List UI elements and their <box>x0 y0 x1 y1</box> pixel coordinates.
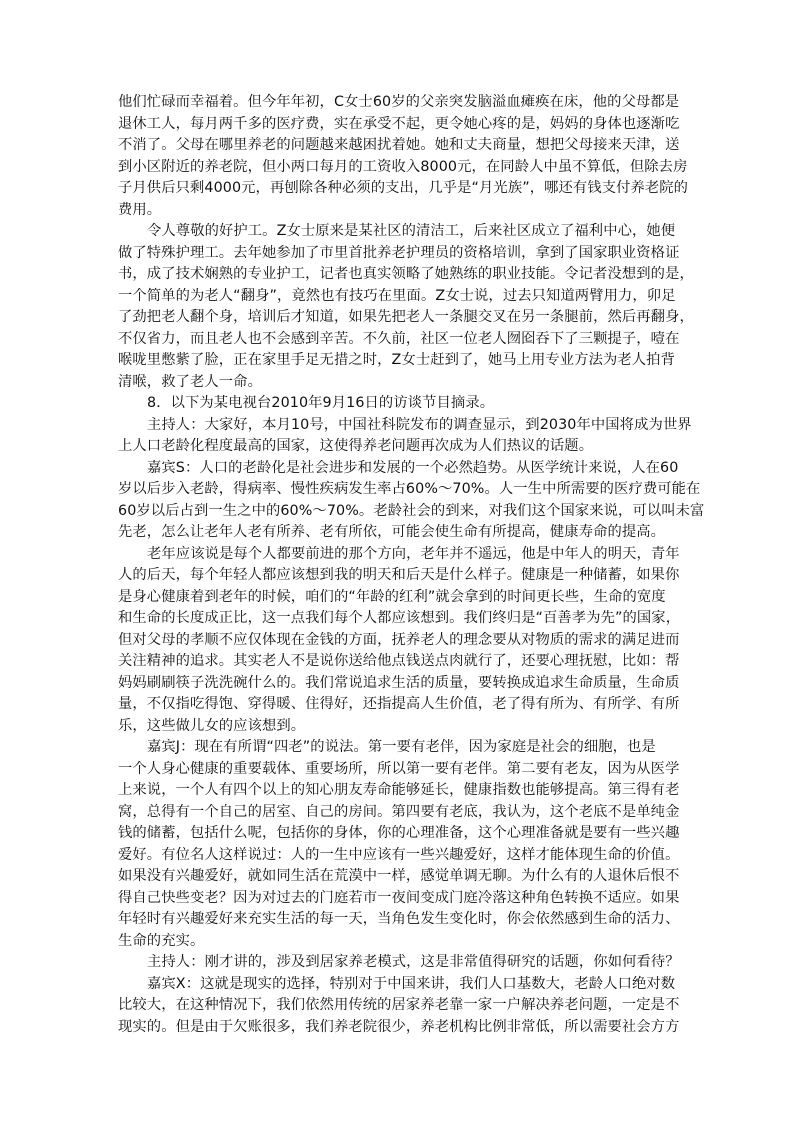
text-line: 岁以后步入老龄，得病率、慢性疾病发生率占60%～70%。人一生中所需要的医疗费可能在 <box>118 481 701 497</box>
text-line: 不消了。父母在哪里养老的问题越来越困扰着她。她和丈夫商量，想把父母接来天津，送 <box>118 137 680 153</box>
text-line: 钱的储蓄，包括什么呢，包括你的身体，你的心理准备，这个心理准备就是要有一些兴趣 <box>118 825 680 841</box>
text-line: 到小区附近的养老院，但小两口每月的工资收入8000元，在同龄人中虽不算低，但除去房 <box>118 158 688 175</box>
text-line: 但对父母的孝顺不应仅体现在金钱的方面，抚养老人的理念要从对物质的需求的满足进而 <box>118 631 680 648</box>
document-page <box>118 92 705 1038</box>
text-line: 是身心健康着到老年的时候，咱们的“年龄的红利”就会拿到的时间更长些，生命的宽度 <box>118 588 666 605</box>
text-line: 生命的充实。 <box>118 932 205 949</box>
text-line: 窝，总得有一个自己的居室、自己的房间。第四要有老底，我认为，这个老底不是单纯金 <box>118 803 680 820</box>
text-line: 嘉宾X：这就是现实的选择，特别对于中国来讲，我们人口基数大，老龄人口绝对数 <box>147 975 676 992</box>
text-line: 费用。 <box>118 201 162 218</box>
text-line: 乐，这些做儿女的应该想到。 <box>118 717 306 734</box>
text-line: 主持人：刚才讲的，涉及到居家养老模式，这是非常值得研究的话题，你如何看待？ <box>147 954 680 970</box>
text-line: 嘉宾J：现在有所谓“四老”的说法。第一要有老伴，因为家庭是社会的细胞，也是 <box>147 739 656 755</box>
text-line: 如果没有兴趣爱好，就如同生活在荒漠中一样，感觉单调无聊。为什么有的人退休后恨不 <box>118 868 680 884</box>
text-line: 人的后天，每个年轻人都应该想到我的明天和后天是什么样子。健康是一种储蓄，如果你 <box>118 567 680 583</box>
text-line: 上来说，一个人有四个以上的知心朋友寿命能够延长，健康指数也能够提高。第三得有老 <box>118 782 680 798</box>
text-line: 8．以下为某电视台2010年9月16日的访谈节目摘录。 <box>147 395 495 411</box>
text-line: 爱好。有位名人这样说过：人的一生中应该有一些兴趣爱好，这样才能体现生命的价值。 <box>118 846 680 863</box>
text-line: 60岁以后占到一生之中的60%～70%。老龄社会的到来，对我们这个国家来说，可以叫未富 <box>118 502 705 519</box>
text-line: 一个简单的为老人“翻身”，竟然也有技巧在里面。Z女士说，过去只知道两臂用力，卯足 <box>118 287 676 304</box>
text-line: 做了特殊护理工。去年她参加了市里首批养老护理员的资格培训，拿到了国家职业资格证 <box>118 244 680 261</box>
text-line: 子月供后只剩4000元，再刨除各种必须的支出，几乎是“月光族”，哪还有钱支付养老院的 <box>118 180 689 196</box>
text-line: 退休工人，每月两千多的医疗费，实在承受不起，更令她心疼的是，妈妈的身体也逐渐吃 <box>118 115 680 132</box>
text-line: 喉咙里憋紫了脸，正在家里手足无措之时，Z女士赶到了，她马上用专业方法为老人拍背 <box>118 352 675 368</box>
text-line: 上人口老龄化程度最高的国家，这使得养老问题再次成为人们热议的话题。 <box>118 438 594 454</box>
text-line: 他们忙碌而幸福着。但今年年初，C女士60岁的父亲突发脑溢血瘫痪在床，他的父母都是 <box>118 94 680 110</box>
text-line: 关注精神的追求。其实老人不是说你送给他点钱送点肉就行了，还要心理抚慰，比如：帮 <box>118 653 680 669</box>
text-line: 主持人：大家好，本月10号，中国社科院发布的调查显示，到2030年中国将成为世界 <box>147 416 692 433</box>
text-line: 现实的。但是由于欠账很多，我们养老院很少，养老机构比例非常低，所以需要社会方方 <box>118 1018 680 1035</box>
text-line: 老年应该说是每个人都要前进的那个方向，老年并不遥远，他是中年人的明天，青年 <box>147 545 680 562</box>
text-line: 书，成了技术娴熟的专业护工，记者也真实领略了她熟练的职业技能。令记者没想到的是， <box>118 266 694 282</box>
text-line: 令人尊敬的好护工。Z女士原来是某社区的清洁工，后来社区成立了福利中心，她便 <box>147 223 676 239</box>
text-line: 清喉，救了老人一命。 <box>118 373 262 390</box>
text-line: 妈妈刷刷筷子洗洗碗什么的。我们常说追求生活的质量，要转换成追求生命质量，生命质 <box>118 674 680 691</box>
text-line: 年轻时有兴趣爱好来充实生活的每一天，当角色发生变化时，你会依然感到生命的活力、 <box>118 911 680 927</box>
text-line: 一个人身心健康的重要载体、重要场所，所以第一要有老伴。第二要有老友，因为从医学 <box>118 760 680 777</box>
text-line: 比较大，在这种情况下，我们依然用传统的居家养老靠一家一户解决养老问题，一定是不 <box>118 997 680 1013</box>
text-line: 量，不仅指吃得饱、穿得暖、住得好，还指提高人生价值，老了得有所为、有所学、有所 <box>118 696 680 712</box>
text-line: 和生命的长度成正比，这一点我们每个人都应该想到。我们终归是“百善孝为先”的国家， <box>118 610 681 626</box>
text-line: 了劲把老人翻个身，培训后才知道，如果先把老人一条腿交叉在另一条腿前，然后再翻身， <box>118 309 694 325</box>
text-line: 不仅省力，而且老人也不会感到辛苦。不久前，社区一位老人囫囵吞下了三颗提子，噎在 <box>118 330 680 347</box>
text-line: 先老，怎么让老年人老有所养、老有所依，可能会使生命有所提高，健康寿命的提高。 <box>118 524 666 540</box>
text-line: 嘉宾S：人口的老龄化是社会进步和发展的一个必然趋势。从医学统计来说，人在60 <box>147 459 679 476</box>
text-line: 得自己快些变老？因为对过去的门庭若市一夜间变成门庭冷落这种角色转换不适应。如果 <box>118 889 680 906</box>
